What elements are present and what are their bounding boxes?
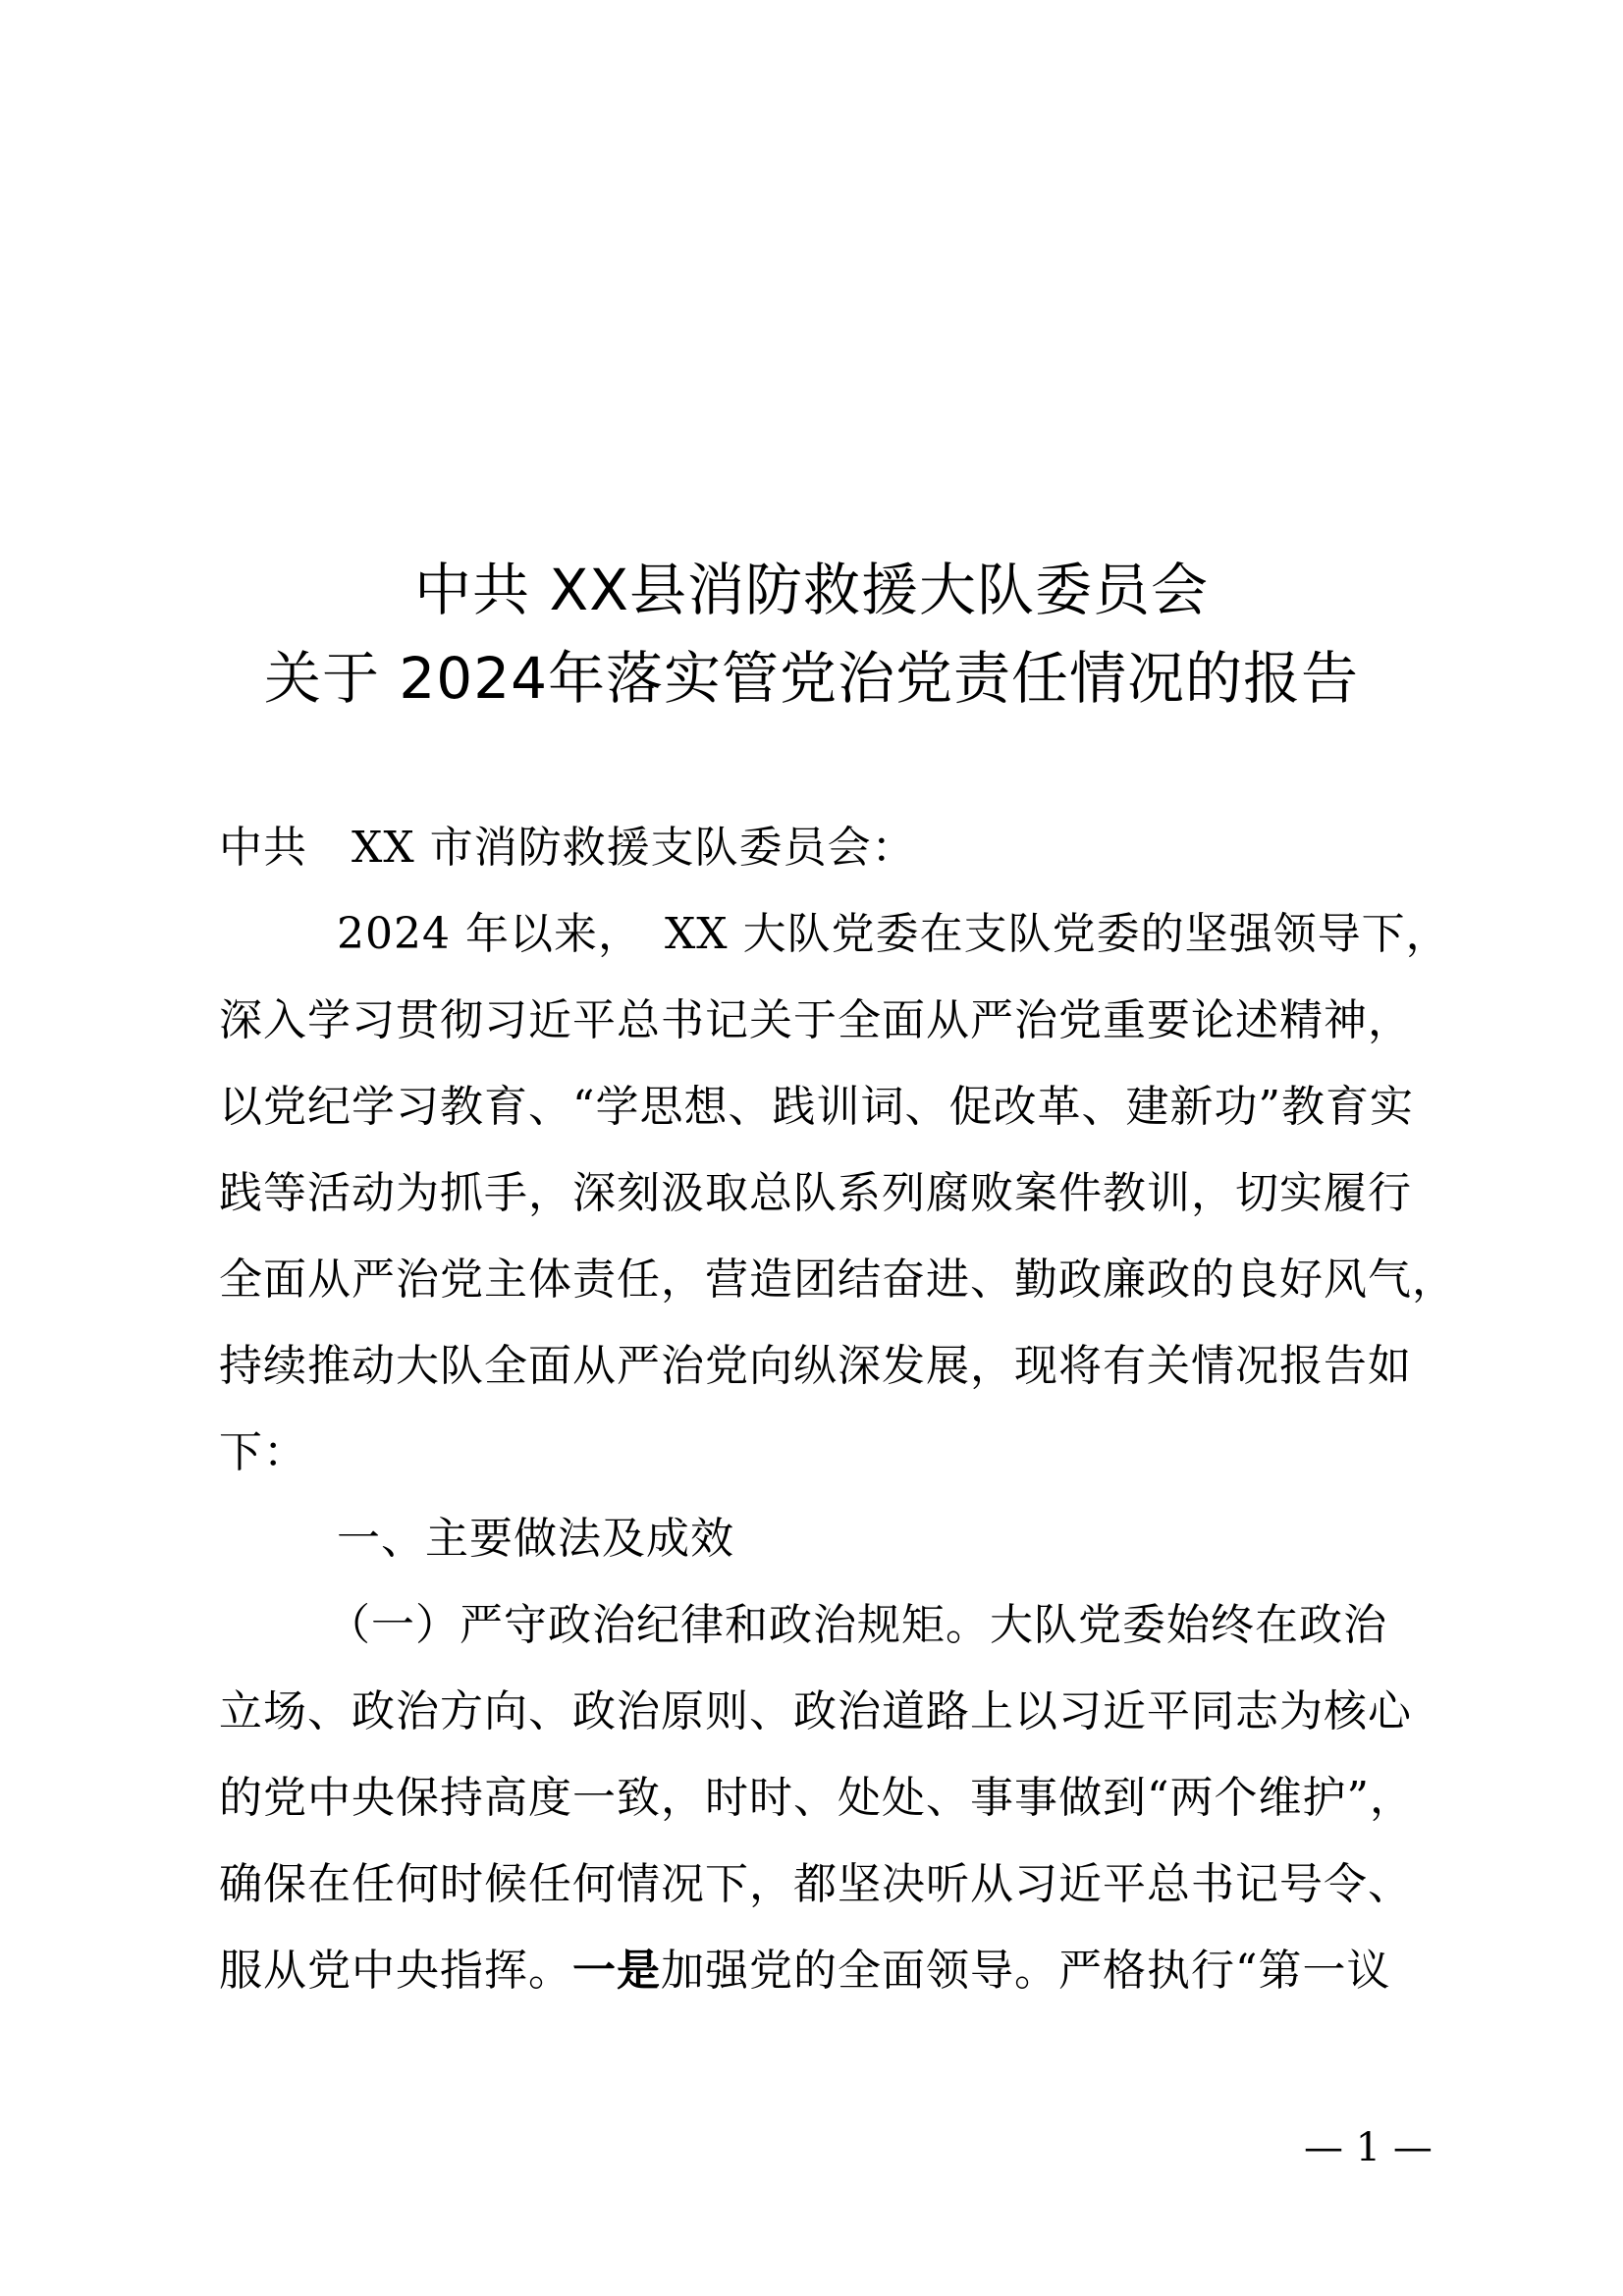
paragraph-1-line: 全面从严治党主体责任，营造团结奋进、勤政廉政的良好风气， xyxy=(219,1255,1456,1305)
paragraph-2-last-suffix: 加强党的全面领导。严格执行“第一议 xyxy=(661,1946,1391,1996)
salutation: 中共 XX 市消防救援支队委员会： xyxy=(219,823,916,873)
paragraph-2-line: 立场、政治方向、政治原则、政治道路上以习近平同志为核心 xyxy=(219,1686,1412,1736)
paragraph-1-line: 2024 年以来， XX 大队党委在支队党委的坚强领导下， xyxy=(337,909,1450,959)
report-title-line-1: 中共 XX县消防救援大队委员会 xyxy=(414,557,1209,623)
paragraph-1-line: 深入学习贯彻习近平总书记关于全面从严治党重要论述精神， xyxy=(219,995,1412,1045)
page-number: — 1 — xyxy=(1304,2125,1433,2170)
paragraph-2-last-prefix: 服从党中央指挥。 xyxy=(219,1946,572,1996)
report-title-line-2: 关于 2024年落实管党治党责任情况的报告 xyxy=(263,645,1360,712)
paragraph-1-line: 以党纪学习教育、“学思想、践训词、促改革、建新功”教育实 xyxy=(219,1082,1414,1132)
paragraph-1-line: 践等活动为抓手，深刻汲取总队系列腐败案件教训，切实履行 xyxy=(219,1168,1412,1218)
emphasis-first-point: 一是 xyxy=(572,1946,661,1996)
paragraph-1-line: 下： xyxy=(219,1427,307,1477)
paragraph-2-line: 确保在任何时候任何情况下，都坚决听从习近平总书记号令、 xyxy=(219,1859,1412,1909)
paragraph-2-line: 的党中央保持高度一致，时时、处处、事事做到“两个维护”， xyxy=(219,1773,1414,1823)
paragraph-1-line: 持续推动大队全面从严治党向纵深发展，现将有关情况报告如 xyxy=(219,1341,1412,1391)
paragraph-2-line xyxy=(219,1928,1391,2014)
paragraph-2-line: （一）严守政治纪律和政治规矩。大队党委始终在政治 xyxy=(327,1600,1387,1650)
section-1-heading: 一、主要做法及成效 xyxy=(337,1514,734,1564)
